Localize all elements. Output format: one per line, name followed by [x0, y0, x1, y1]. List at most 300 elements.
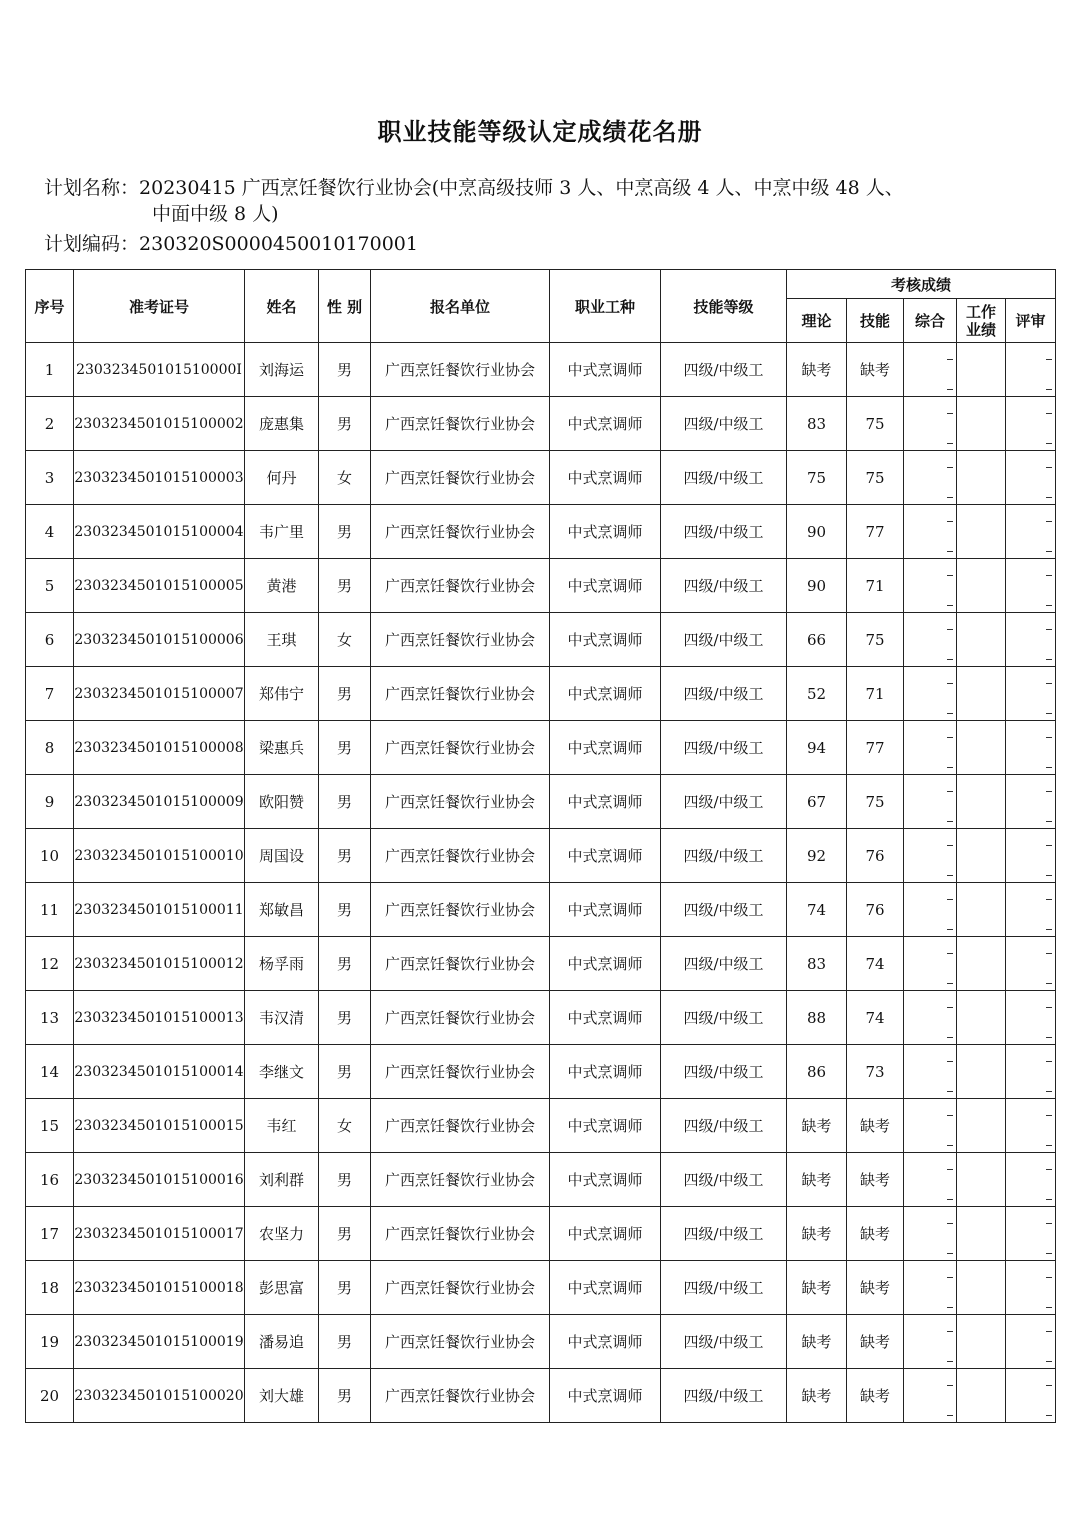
name-cell: 黄港 — [245, 559, 319, 613]
header-seq: 序号 — [26, 270, 74, 343]
level-cell: 四级/中级工 — [661, 1207, 787, 1261]
header-assessment: 考核成绩 — [787, 270, 1056, 299]
comprehensive-cell — [904, 883, 957, 937]
cell-tick-mark — [1046, 1223, 1052, 1224]
cell-tick-mark — [1046, 1277, 1052, 1278]
unit-cell: 广西烹饪餐饮行业协会 — [371, 1153, 550, 1207]
work-performance-cell — [957, 613, 1006, 667]
cell-tick-mark — [947, 1307, 953, 1308]
cell-tick-mark — [947, 359, 953, 360]
skill-score-cell: 75 — [847, 451, 904, 505]
ticket-number-cell: 2303234501015100002 — [74, 397, 245, 451]
table-row — [26, 505, 1056, 559]
table-row — [26, 451, 1056, 505]
review-cell — [1006, 991, 1056, 1045]
name-cell: 何丹 — [245, 451, 319, 505]
cell-tick-mark — [947, 1223, 953, 1224]
comprehensive-cell — [904, 1315, 957, 1369]
ticket-number-cell: 2303234501015100017 — [74, 1207, 245, 1261]
unit-cell: 广西烹饪餐饮行业协会 — [371, 829, 550, 883]
comprehensive-cell — [904, 1099, 957, 1153]
name-cell: 韦广里 — [245, 505, 319, 559]
ticket-number-cell: 2303234501015100012 — [74, 937, 245, 991]
table-row — [26, 1369, 1056, 1423]
name-cell: 王琪 — [245, 613, 319, 667]
plan-name-value: 20230415 广西烹饪餐饮行业协会(中烹高级技师 3 人、中烹高级 4 人、中烹中级 48 人、 — [139, 177, 904, 199]
theory-score-cell: 83 — [787, 397, 847, 451]
cell-tick-mark — [1046, 1037, 1052, 1038]
level-cell: 四级/中级工 — [661, 775, 787, 829]
level-cell: 四级/中级工 — [661, 1315, 787, 1369]
seq-cell: 12 — [26, 937, 74, 991]
seq-cell: 8 — [26, 721, 74, 775]
gender-cell: 男 — [319, 937, 371, 991]
ticket-number-cell: 230323450101510000I — [74, 343, 245, 397]
gender-cell: 男 — [319, 1315, 371, 1369]
cell-tick-mark — [947, 1253, 953, 1254]
name-cell: 欧阳赞 — [245, 775, 319, 829]
unit-cell: 广西烹饪餐饮行业协会 — [371, 1099, 550, 1153]
unit-cell: 广西烹饪餐饮行业协会 — [371, 559, 550, 613]
review-cell — [1006, 937, 1056, 991]
review-cell — [1006, 343, 1056, 397]
cell-tick-mark — [947, 1007, 953, 1008]
review-cell — [1006, 505, 1056, 559]
theory-score-cell: 88 — [787, 991, 847, 1045]
unit-cell: 广西烹饪餐饮行业协会 — [371, 883, 550, 937]
cell-tick-mark — [1046, 1091, 1052, 1092]
occupation-cell: 中式烹调师 — [550, 613, 661, 667]
occupation-cell: 中式烹调师 — [550, 559, 661, 613]
review-cell — [1006, 559, 1056, 613]
level-cell: 四级/中级工 — [661, 343, 787, 397]
table-row — [26, 829, 1056, 883]
table-row — [26, 1315, 1056, 1369]
cell-tick-mark — [947, 1199, 953, 1200]
ticket-number-cell: 2303234501015100008 — [74, 721, 245, 775]
unit-cell: 广西烹饪餐饮行业协会 — [371, 505, 550, 559]
ticket-number-cell: 2303234501015100018 — [74, 1261, 245, 1315]
cell-tick-mark — [1046, 983, 1052, 984]
comprehensive-cell — [904, 667, 957, 721]
name-cell: 韦汉清 — [245, 991, 319, 1045]
occupation-cell: 中式烹调师 — [550, 505, 661, 559]
skill-score-cell: 缺考 — [847, 1261, 904, 1315]
cell-tick-mark — [947, 1145, 953, 1146]
header-name: 姓名 — [245, 270, 319, 343]
cell-tick-mark — [947, 413, 953, 414]
seq-cell: 2 — [26, 397, 74, 451]
gender-cell: 男 — [319, 883, 371, 937]
skill-score-cell: 74 — [847, 991, 904, 1045]
theory-score-cell: 缺考 — [787, 1099, 847, 1153]
gender-cell: 女 — [319, 451, 371, 505]
table-row — [26, 1153, 1056, 1207]
cell-tick-mark — [1046, 467, 1052, 468]
work-performance-cell — [957, 721, 1006, 775]
cell-tick-mark — [947, 1091, 953, 1092]
name-cell: 彭思富 — [245, 1261, 319, 1315]
level-cell: 四级/中级工 — [661, 1099, 787, 1153]
name-cell: 梁惠兵 — [245, 721, 319, 775]
cell-tick-mark — [947, 659, 953, 660]
work-performance-cell — [957, 1261, 1006, 1315]
level-cell: 四级/中级工 — [661, 397, 787, 451]
cell-tick-mark — [947, 443, 953, 444]
occupation-cell: 中式烹调师 — [550, 937, 661, 991]
work-performance-cell — [957, 1369, 1006, 1423]
unit-cell: 广西烹饪餐饮行业协会 — [371, 1207, 550, 1261]
cell-tick-mark — [1046, 659, 1052, 660]
header-level: 技能等级 — [661, 270, 787, 343]
theory-score-cell: 90 — [787, 505, 847, 559]
level-cell: 四级/中级工 — [661, 1261, 787, 1315]
comprehensive-cell — [904, 721, 957, 775]
level-cell: 四级/中级工 — [661, 721, 787, 775]
seq-cell: 13 — [26, 991, 74, 1045]
table-row — [26, 1045, 1056, 1099]
unit-cell: 广西烹饪餐饮行业协会 — [371, 1261, 550, 1315]
table-row — [26, 883, 1056, 937]
seq-cell: 17 — [26, 1207, 74, 1261]
cell-tick-mark — [947, 1331, 953, 1332]
cell-tick-mark — [947, 521, 953, 522]
work-performance-cell — [957, 559, 1006, 613]
cell-tick-mark — [947, 389, 953, 390]
ticket-number-cell: 2303234501015100003 — [74, 451, 245, 505]
theory-score-cell: 94 — [787, 721, 847, 775]
ticket-number-cell: 2303234501015100016 — [74, 1153, 245, 1207]
work-performance-cell — [957, 829, 1006, 883]
skill-score-cell: 75 — [847, 397, 904, 451]
work-performance-cell — [957, 1315, 1006, 1369]
theory-score-cell: 缺考 — [787, 1369, 847, 1423]
cell-tick-mark — [947, 1061, 953, 1062]
plan-code — [44, 232, 418, 256]
seq-cell: 14 — [26, 1045, 74, 1099]
header-ticket: 准考证号 — [74, 270, 245, 343]
occupation-cell: 中式烹调师 — [550, 883, 661, 937]
document-title: 职业技能等级认定成绩花名册 — [377, 118, 703, 146]
comprehensive-cell — [904, 829, 957, 883]
review-cell — [1006, 1207, 1056, 1261]
seq-cell: 15 — [26, 1099, 74, 1153]
review-cell — [1006, 1045, 1056, 1099]
occupation-cell: 中式烹调师 — [550, 1315, 661, 1369]
cell-tick-mark — [1046, 899, 1052, 900]
cell-tick-mark — [1046, 413, 1052, 414]
unit-cell: 广西烹饪餐饮行业协会 — [371, 613, 550, 667]
seq-cell: 20 — [26, 1369, 74, 1423]
unit-cell: 广西烹饪餐饮行业协会 — [371, 1369, 550, 1423]
comprehensive-cell — [904, 613, 957, 667]
unit-cell: 广西烹饪餐饮行业协会 — [371, 343, 550, 397]
table-row — [26, 775, 1056, 829]
comprehensive-cell — [904, 559, 957, 613]
name-cell: 韦红 — [245, 1099, 319, 1153]
review-cell — [1006, 1099, 1056, 1153]
score-roster-table — [25, 269, 1056, 1423]
gender-cell: 男 — [319, 1261, 371, 1315]
skill-score-cell: 71 — [847, 559, 904, 613]
ticket-number-cell: 2303234501015100005 — [74, 559, 245, 613]
table-row — [26, 343, 1056, 397]
gender-cell: 男 — [319, 343, 371, 397]
ticket-number-cell: 2303234501015100006 — [74, 613, 245, 667]
review-cell — [1006, 721, 1056, 775]
cell-tick-mark — [947, 1169, 953, 1170]
occupation-cell: 中式烹调师 — [550, 1153, 661, 1207]
cell-tick-mark — [1046, 1415, 1052, 1416]
cell-tick-mark — [1046, 1331, 1052, 1332]
theory-score-cell: 缺考 — [787, 1315, 847, 1369]
seq-cell: 16 — [26, 1153, 74, 1207]
level-cell: 四级/中级工 — [661, 451, 787, 505]
work-performance-cell — [957, 397, 1006, 451]
unit-cell: 广西烹饪餐饮行业协会 — [371, 937, 550, 991]
cell-tick-mark — [947, 875, 953, 876]
theory-score-cell: 缺考 — [787, 1207, 847, 1261]
occupation-cell: 中式烹调师 — [550, 829, 661, 883]
cell-tick-mark — [1046, 1145, 1052, 1146]
gender-cell: 男 — [319, 721, 371, 775]
review-cell — [1006, 397, 1056, 451]
header-gender: 性 别 — [319, 270, 371, 343]
theory-score-cell: 86 — [787, 1045, 847, 1099]
gender-cell: 男 — [319, 991, 371, 1045]
cell-tick-mark — [947, 767, 953, 768]
comprehensive-cell — [904, 1153, 957, 1207]
work-performance-cell — [957, 991, 1006, 1045]
cell-tick-mark — [1046, 1115, 1052, 1116]
occupation-cell: 中式烹调师 — [550, 343, 661, 397]
table-row — [26, 397, 1056, 451]
seq-cell: 5 — [26, 559, 74, 613]
skill-score-cell: 缺考 — [847, 1099, 904, 1153]
plan-code-value: 230320S0000450010170001 — [139, 233, 418, 255]
work-performance-cell — [957, 1099, 1006, 1153]
ticket-number-cell: 2303234501015100011 — [74, 883, 245, 937]
work-performance-cell — [957, 667, 1006, 721]
occupation-cell: 中式烹调师 — [550, 451, 661, 505]
cell-tick-mark — [1046, 875, 1052, 876]
occupation-cell: 中式烹调师 — [550, 1099, 661, 1153]
occupation-cell: 中式烹调师 — [550, 1045, 661, 1099]
level-cell: 四级/中级工 — [661, 991, 787, 1045]
skill-score-cell: 75 — [847, 775, 904, 829]
occupation-cell: 中式烹调师 — [550, 721, 661, 775]
name-cell: 周国设 — [245, 829, 319, 883]
cell-tick-mark — [1046, 389, 1052, 390]
header-comprehensive: 综合 — [904, 299, 957, 343]
cell-tick-mark — [1046, 845, 1052, 846]
ticket-number-cell: 2303234501015100009 — [74, 775, 245, 829]
cell-tick-mark — [947, 497, 953, 498]
theory-score-cell: 75 — [787, 451, 847, 505]
ticket-number-cell: 2303234501015100014 — [74, 1045, 245, 1099]
cell-tick-mark — [947, 551, 953, 552]
table-row — [26, 991, 1056, 1045]
cell-tick-mark — [1046, 791, 1052, 792]
header-review: 评审 — [1006, 299, 1056, 343]
cell-tick-mark — [947, 575, 953, 576]
table-row — [26, 667, 1056, 721]
header-unit: 报名单位 — [371, 270, 550, 343]
gender-cell: 男 — [319, 1045, 371, 1099]
level-cell: 四级/中级工 — [661, 1153, 787, 1207]
level-cell: 四级/中级工 — [661, 829, 787, 883]
plan-name — [44, 176, 904, 200]
occupation-cell: 中式烹调师 — [550, 397, 661, 451]
gender-cell: 男 — [319, 1153, 371, 1207]
level-cell: 四级/中级工 — [661, 505, 787, 559]
level-cell: 四级/中级工 — [661, 883, 787, 937]
seq-cell: 10 — [26, 829, 74, 883]
skill-score-cell: 缺考 — [847, 343, 904, 397]
cell-tick-mark — [947, 929, 953, 930]
cell-tick-mark — [947, 1115, 953, 1116]
plan-name-continued: 中面中级 8 人) — [152, 203, 279, 225]
cell-tick-mark — [947, 605, 953, 606]
skill-score-cell: 缺考 — [847, 1315, 904, 1369]
cell-tick-mark — [1046, 683, 1052, 684]
header-theory: 理论 — [787, 299, 847, 343]
name-cell: 刘利群 — [245, 1153, 319, 1207]
cell-tick-mark — [1046, 1307, 1052, 1308]
review-cell — [1006, 1153, 1056, 1207]
header-occupation: 职业工种 — [550, 270, 661, 343]
table-row — [26, 1207, 1056, 1261]
cell-tick-mark — [1046, 1007, 1052, 1008]
level-cell: 四级/中级工 — [661, 937, 787, 991]
cell-tick-mark — [1046, 1253, 1052, 1254]
table-row — [26, 937, 1056, 991]
name-cell: 郑伟宁 — [245, 667, 319, 721]
seq-cell: 9 — [26, 775, 74, 829]
comprehensive-cell — [904, 991, 957, 1045]
level-cell: 四级/中级工 — [661, 667, 787, 721]
cell-tick-mark — [1046, 497, 1052, 498]
cell-tick-mark — [1046, 1199, 1052, 1200]
ticket-number-cell: 2303234501015100015 — [74, 1099, 245, 1153]
header-row-top — [26, 270, 1056, 299]
cell-tick-mark — [1046, 443, 1052, 444]
cell-tick-mark — [947, 1277, 953, 1278]
review-cell — [1006, 451, 1056, 505]
gender-cell: 女 — [319, 613, 371, 667]
gender-cell: 男 — [319, 667, 371, 721]
unit-cell: 广西烹饪餐饮行业协会 — [371, 667, 550, 721]
ticket-number-cell: 2303234501015100004 — [74, 505, 245, 559]
skill-score-cell: 75 — [847, 613, 904, 667]
occupation-cell: 中式烹调师 — [550, 1207, 661, 1261]
gender-cell: 女 — [319, 1099, 371, 1153]
gender-cell: 男 — [319, 505, 371, 559]
unit-cell: 广西烹饪餐饮行业协会 — [371, 1315, 550, 1369]
theory-score-cell: 67 — [787, 775, 847, 829]
work-performance-cell — [957, 937, 1006, 991]
comprehensive-cell — [904, 451, 957, 505]
unit-cell: 广西烹饪餐饮行业协会 — [371, 1045, 550, 1099]
cell-tick-mark — [947, 983, 953, 984]
gender-cell: 男 — [319, 829, 371, 883]
work-performance-cell — [957, 775, 1006, 829]
skill-score-cell: 缺考 — [847, 1207, 904, 1261]
occupation-cell: 中式烹调师 — [550, 667, 661, 721]
table-row — [26, 1099, 1056, 1153]
theory-score-cell: 缺考 — [787, 1261, 847, 1315]
table-row — [26, 721, 1056, 775]
review-cell — [1006, 829, 1056, 883]
name-cell: 刘海运 — [245, 343, 319, 397]
seq-cell: 4 — [26, 505, 74, 559]
cell-tick-mark — [1046, 821, 1052, 822]
unit-cell: 广西烹饪餐饮行业协会 — [371, 451, 550, 505]
gender-cell: 男 — [319, 775, 371, 829]
work-performance-cell — [957, 451, 1006, 505]
level-cell: 四级/中级工 — [661, 613, 787, 667]
cell-tick-mark — [1046, 359, 1052, 360]
cell-tick-mark — [1046, 1169, 1052, 1170]
cell-tick-mark — [947, 1415, 953, 1416]
work-performance-cell — [957, 883, 1006, 937]
unit-cell: 广西烹饪餐饮行业协会 — [371, 991, 550, 1045]
skill-score-cell: 77 — [847, 505, 904, 559]
skill-score-cell: 74 — [847, 937, 904, 991]
unit-cell: 广西烹饪餐饮行业协会 — [371, 775, 550, 829]
cell-tick-mark — [1046, 1385, 1052, 1386]
name-cell: 潘易追 — [245, 1315, 319, 1369]
comprehensive-cell — [904, 937, 957, 991]
name-cell: 庞惠集 — [245, 397, 319, 451]
cell-tick-mark — [1046, 953, 1052, 954]
cell-tick-mark — [947, 791, 953, 792]
comprehensive-cell — [904, 1207, 957, 1261]
skill-score-cell: 73 — [847, 1045, 904, 1099]
ticket-number-cell: 2303234501015100013 — [74, 991, 245, 1045]
cell-tick-mark — [947, 737, 953, 738]
cell-tick-mark — [1046, 629, 1052, 630]
comprehensive-cell — [904, 343, 957, 397]
level-cell: 四级/中级工 — [661, 1369, 787, 1423]
work-performance-cell — [957, 1045, 1006, 1099]
work-performance-cell — [957, 1153, 1006, 1207]
seq-cell: 19 — [26, 1315, 74, 1369]
name-cell: 农坚力 — [245, 1207, 319, 1261]
theory-score-cell: 83 — [787, 937, 847, 991]
cell-tick-mark — [947, 713, 953, 714]
cell-tick-mark — [947, 629, 953, 630]
cell-tick-mark — [947, 953, 953, 954]
skill-score-cell: 71 — [847, 667, 904, 721]
seq-cell: 1 — [26, 343, 74, 397]
cell-tick-mark — [1046, 575, 1052, 576]
cell-tick-mark — [1046, 929, 1052, 930]
review-cell — [1006, 667, 1056, 721]
theory-score-cell: 74 — [787, 883, 847, 937]
header-work-line2: 业绩 — [965, 320, 996, 339]
review-cell — [1006, 775, 1056, 829]
theory-score-cell: 92 — [787, 829, 847, 883]
theory-score-cell: 90 — [787, 559, 847, 613]
name-cell: 李继文 — [245, 1045, 319, 1099]
ticket-number-cell: 2303234501015100020 — [74, 1369, 245, 1423]
name-cell: 郑敏昌 — [245, 883, 319, 937]
gender-cell: 男 — [319, 1369, 371, 1423]
plan-code-label: 计划编码： — [44, 233, 140, 255]
theory-score-cell: 缺考 — [787, 1153, 847, 1207]
comprehensive-cell — [904, 775, 957, 829]
